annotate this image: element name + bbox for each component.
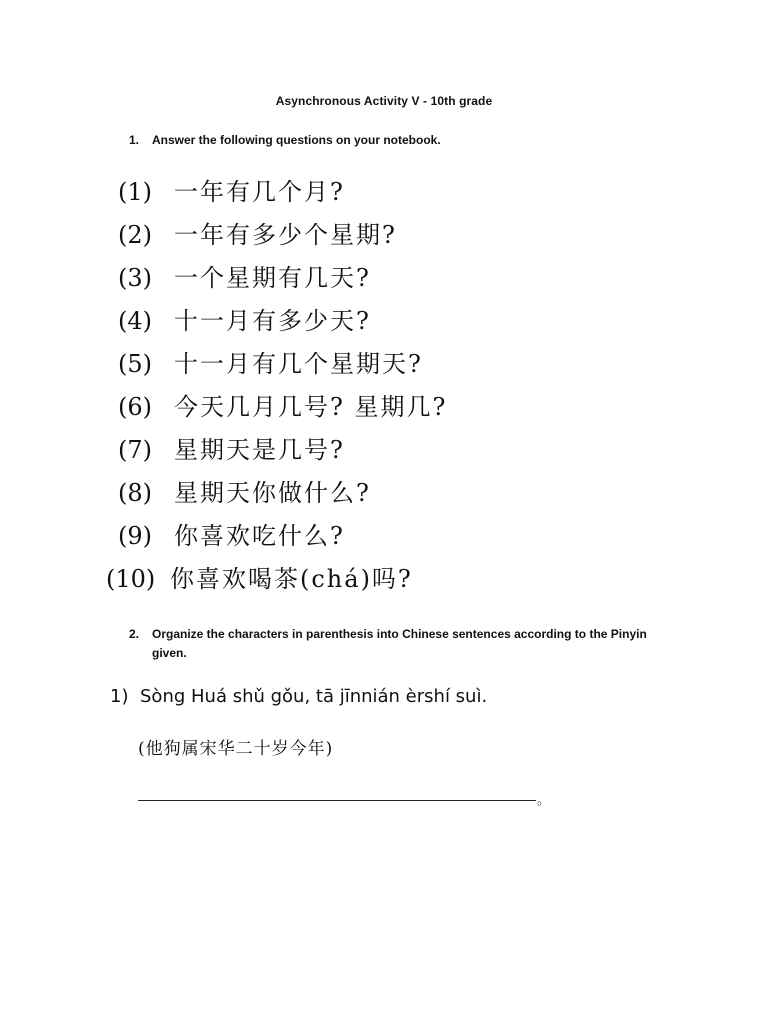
question-number: (8) bbox=[118, 479, 152, 507]
question-text: 星期天是几号? bbox=[174, 436, 345, 464]
section-2-number: 2. bbox=[129, 627, 140, 641]
page-title: Asynchronous Activity V - 10th grade bbox=[275, 94, 493, 108]
answer-end-mark: 。 bbox=[537, 793, 551, 808]
answer-blank-line[interactable] bbox=[138, 800, 536, 801]
question-number: (7) bbox=[118, 436, 152, 464]
question-text: 你喜欢吃什么? bbox=[174, 522, 345, 550]
question-item-4 bbox=[118, 301, 371, 341]
question-item-5 bbox=[118, 344, 423, 384]
question-number: (6) bbox=[118, 393, 152, 421]
question-text: 星期天你做什么? bbox=[174, 479, 371, 507]
question-item-6 bbox=[118, 387, 447, 427]
question-number: (9) bbox=[118, 522, 152, 550]
question-item-1 bbox=[118, 172, 345, 212]
question-text: 今天几月几号? 星期几? bbox=[174, 393, 448, 421]
question-number: (4) bbox=[118, 307, 152, 335]
question-text: 十一月有几个星期天? bbox=[174, 350, 423, 378]
question-text: 一年有多少个星期? bbox=[174, 221, 397, 249]
exercise-number: 1) bbox=[110, 686, 129, 707]
question-text: 一年有几个月? bbox=[174, 178, 345, 206]
section-1-text: Answer the following questions on your notebook. bbox=[152, 133, 441, 147]
section-2-text: Organize the characters in parenthesis into Chinese sentences according to the Pinyin given. bbox=[152, 627, 647, 660]
exercise-characters: (他狗属宋华二十岁今年) bbox=[138, 739, 334, 759]
question-item-7 bbox=[118, 430, 345, 470]
exercise-pinyin: Sòng Huá shǔ gǒu, tā jīnnián èrshí suì. bbox=[140, 686, 488, 707]
question-text: 你喜欢喝茶(chá)吗? bbox=[170, 565, 413, 593]
exercise-pinyin-line bbox=[110, 686, 487, 707]
question-item-3 bbox=[118, 258, 371, 298]
section-1-number: 1. bbox=[129, 133, 140, 147]
question-text: 十一月有多少天? bbox=[174, 307, 371, 335]
question-text: 一个星期有几天? bbox=[174, 264, 371, 292]
question-item-8 bbox=[118, 473, 371, 513]
question-number: (1) bbox=[118, 178, 152, 206]
question-item-2 bbox=[118, 215, 397, 255]
question-number: (3) bbox=[118, 264, 152, 292]
question-item-10 bbox=[106, 559, 413, 599]
question-number: (10) bbox=[106, 565, 156, 593]
section-2-instruction bbox=[129, 625, 649, 663]
question-number: (5) bbox=[118, 350, 152, 378]
question-item-9 bbox=[118, 516, 345, 556]
question-number: (2) bbox=[118, 221, 152, 249]
